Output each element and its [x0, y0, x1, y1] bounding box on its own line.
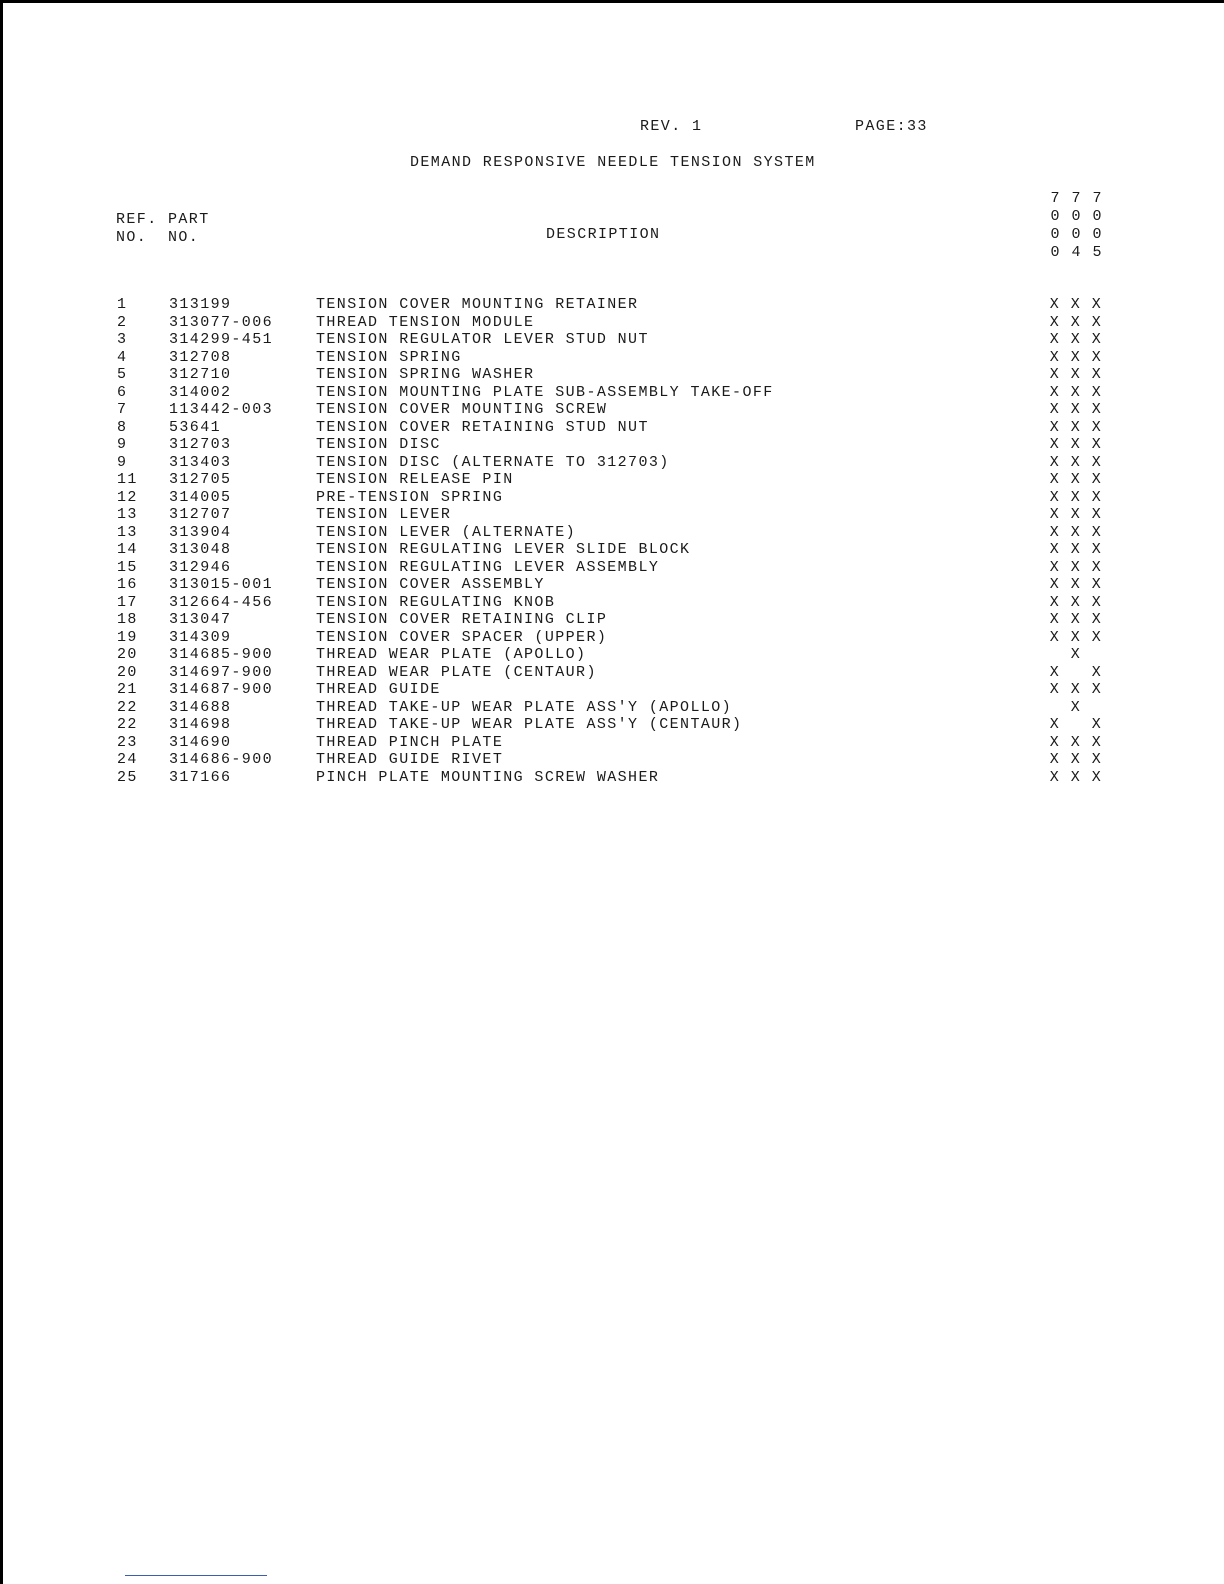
part-row	[0, 646, 1224, 664]
ref-number: 22	[117, 698, 138, 716]
part-number: 313904	[169, 523, 232, 541]
part-number: 314299-451	[169, 331, 274, 348]
part-row	[0, 314, 1224, 332]
part-row	[0, 559, 1224, 577]
model-7005-mark: X	[1091, 418, 1103, 436]
part-description: THREAD PINCH PLATE	[316, 733, 504, 751]
model-digit: 0	[1071, 226, 1081, 243]
part-number: 314690	[169, 733, 232, 751]
model-7004-mark: X	[1070, 751, 1082, 768]
model-7000-mark: X	[1049, 471, 1061, 488]
part-description: TENSION LEVER (ALTERNATE)	[316, 523, 577, 541]
part-number: 313048	[169, 541, 232, 558]
model-7004-mark: X	[1070, 611, 1082, 628]
part-description: TENSION REGULATING KNOB	[316, 593, 556, 611]
model-7005-mark: X	[1091, 331, 1103, 348]
part-number: 314002	[169, 383, 232, 401]
model-7005-mark: X	[1091, 541, 1103, 558]
part-row	[0, 541, 1224, 559]
model-7000-mark: X	[1049, 768, 1061, 786]
part-description: TENSION COVER SPACER (UPPER)	[316, 628, 608, 646]
ref-number: 7	[117, 401, 128, 418]
model-7000-mark: X	[1049, 751, 1061, 768]
model-7005-mark: X	[1091, 611, 1103, 628]
part-row	[0, 594, 1224, 612]
model-column-header	[1090, 190, 1104, 262]
model-7004-mark: X	[1070, 768, 1082, 786]
part-number: 312710	[169, 366, 232, 383]
model-7004-mark: X	[1070, 593, 1082, 611]
ref-number: 12	[117, 488, 138, 506]
part-number: 53641	[169, 418, 222, 436]
model-7004-mark: X	[1070, 348, 1082, 366]
part-row	[0, 699, 1224, 717]
model-7004-mark: X	[1070, 453, 1082, 471]
part-number: 314698	[169, 716, 232, 733]
model-7004-mark: X	[1070, 733, 1082, 751]
model-7000-mark: X	[1049, 383, 1061, 401]
model-7000-mark: X	[1049, 593, 1061, 611]
part-number: 317166	[169, 768, 232, 786]
model-7000-mark: X	[1049, 348, 1061, 366]
part-row	[0, 331, 1224, 349]
ref-number: 5	[117, 366, 128, 383]
part-number: 314697-900	[169, 663, 274, 681]
model-7004-mark: X	[1070, 313, 1082, 331]
part-description: TENSION REGULATOR LEVER STUD NUT	[316, 331, 649, 348]
model-7000-mark: X	[1049, 436, 1061, 453]
part-description: TENSION LEVER	[316, 506, 452, 523]
model-7004-mark: X	[1070, 523, 1082, 541]
part-number: 312946	[169, 558, 232, 576]
model-7005-mark: X	[1091, 663, 1103, 681]
part-row	[0, 384, 1224, 402]
model-column-header	[1048, 190, 1062, 262]
model-7005-mark: X	[1091, 628, 1103, 646]
part-description: TENSION COVER RETAINING CLIP	[316, 611, 608, 628]
model-7004-mark: X	[1070, 628, 1082, 646]
part-description: THREAD TAKE-UP WEAR PLATE ASS'Y (APOLLO)	[316, 698, 733, 716]
part-description: THREAD TENSION MODULE	[316, 313, 535, 331]
model-7000-mark: X	[1049, 541, 1061, 558]
part-description: TENSION REGULATING LEVER SLIDE BLOCK	[316, 541, 691, 558]
model-digit: 7	[1071, 190, 1081, 207]
model-digit: 5	[1092, 244, 1102, 261]
part-number: 313077-006	[169, 313, 274, 331]
part-header-line1: PART	[168, 211, 210, 228]
model-7004-mark: X	[1070, 646, 1082, 663]
ref-number: 11	[117, 471, 138, 488]
ref-number: 6	[117, 383, 128, 401]
ref-number: 9	[117, 453, 128, 471]
parts-list	[0, 296, 1224, 786]
ref-number: 20	[117, 646, 138, 663]
model-7004-mark: X	[1070, 418, 1082, 436]
model-7000-mark: X	[1049, 506, 1061, 523]
document-title: DEMAND RESPONSIVE NEEDLE TENSION SYSTEM	[410, 154, 816, 171]
part-description: TENSION COVER MOUNTING SCREW	[316, 401, 608, 418]
part-description: THREAD GUIDE RIVET	[316, 751, 504, 768]
model-7004-mark: X	[1070, 558, 1082, 576]
model-digit: 0	[1050, 208, 1060, 225]
ref-number: 24	[117, 751, 138, 768]
model-7000-mark: X	[1049, 366, 1061, 383]
ref-number: 3	[117, 331, 128, 348]
model-7000-mark: X	[1049, 681, 1061, 698]
ref-number: 15	[117, 558, 138, 576]
ref-number: 18	[117, 611, 138, 628]
model-digit: 0	[1071, 208, 1081, 225]
part-row	[0, 471, 1224, 489]
model-column-header	[1069, 190, 1083, 262]
model-7005-mark: X	[1091, 716, 1103, 733]
ref-number: 22	[117, 716, 138, 733]
ref-number: 14	[117, 541, 138, 558]
model-7000-mark: X	[1049, 663, 1061, 681]
part-number: 313403	[169, 453, 232, 471]
part-number: 313015-001	[169, 576, 274, 593]
description-header: DESCRIPTION	[546, 226, 661, 243]
model-7000-mark: X	[1049, 418, 1061, 436]
model-7000-mark: X	[1049, 488, 1061, 506]
model-7004-mark: X	[1070, 401, 1082, 418]
part-row	[0, 401, 1224, 419]
ref-number: 8	[117, 418, 128, 436]
ref-number: 4	[117, 348, 128, 366]
part-row	[0, 454, 1224, 472]
model-7004-mark: X	[1070, 576, 1082, 593]
model-7005-mark: X	[1091, 681, 1103, 698]
ref-number: 9	[117, 436, 128, 453]
part-row	[0, 611, 1224, 629]
model-7005-mark: X	[1091, 488, 1103, 506]
part-description: TENSION COVER MOUNTING RETAINER	[316, 296, 639, 313]
part-number: 312708	[169, 348, 232, 366]
model-digit: 0	[1092, 226, 1102, 243]
part-description: TENSION SPRING	[316, 348, 462, 366]
model-7005-mark: X	[1091, 453, 1103, 471]
page-left-border	[0, 0, 3, 1584]
part-row	[0, 296, 1224, 314]
part-row	[0, 524, 1224, 542]
part-description: TENSION COVER RETAINING STUD NUT	[316, 418, 649, 436]
model-digit: 0	[1050, 226, 1060, 243]
model-7000-mark: X	[1049, 576, 1061, 593]
model-7004-mark: X	[1070, 471, 1082, 488]
ref-number: 13	[117, 506, 138, 523]
model-7005-mark: X	[1091, 576, 1103, 593]
part-header-line2: NO.	[168, 229, 200, 246]
ref-header-line1: REF.	[116, 211, 158, 228]
model-7000-mark: X	[1049, 331, 1061, 348]
ref-number: 20	[117, 663, 138, 681]
part-description: TENSION DISC	[316, 436, 441, 453]
model-7005-mark: X	[1091, 471, 1103, 488]
model-7005-mark: X	[1091, 751, 1103, 768]
part-number: 314687-900	[169, 681, 274, 698]
part-row	[0, 576, 1224, 594]
revision-label: REV. 1	[640, 118, 703, 135]
model-7005-mark: X	[1091, 366, 1103, 383]
part-row	[0, 681, 1224, 699]
model-7004-mark: X	[1070, 366, 1082, 383]
model-7004-mark: X	[1070, 383, 1082, 401]
model-7005-mark: X	[1091, 506, 1103, 523]
part-row	[0, 751, 1224, 769]
ref-number: 21	[117, 681, 138, 698]
model-7004-mark: X	[1070, 488, 1082, 506]
model-7000-mark: X	[1049, 558, 1061, 576]
part-row	[0, 349, 1224, 367]
part-description: THREAD GUIDE	[316, 681, 441, 698]
ref-header-line2: NO.	[116, 229, 148, 246]
part-row	[0, 769, 1224, 787]
model-7000-mark: X	[1049, 523, 1061, 541]
part-number: 312703	[169, 436, 232, 453]
model-digit: 7	[1050, 190, 1060, 207]
ref-number: 2	[117, 313, 128, 331]
model-digit: 0	[1050, 244, 1060, 261]
model-7005-mark: X	[1091, 733, 1103, 751]
model-7005-mark: X	[1091, 523, 1103, 541]
part-number: 314688	[169, 698, 232, 716]
model-7004-mark: X	[1070, 541, 1082, 558]
part-description: TENSION COVER ASSEMBLY	[316, 576, 545, 593]
part-description: PINCH PLATE MOUNTING SCREW WASHER	[316, 768, 660, 786]
part-row	[0, 716, 1224, 734]
model-7005-mark: X	[1091, 436, 1103, 453]
model-7004-mark: X	[1070, 698, 1082, 716]
part-description: TENSION REGULATING LEVER ASSEMBLY	[316, 558, 660, 576]
ref-number: 23	[117, 733, 138, 751]
model-7000-mark: X	[1049, 401, 1061, 418]
part-number: 314309	[169, 628, 232, 646]
part-row	[0, 419, 1224, 437]
part-row	[0, 366, 1224, 384]
page-number: PAGE:33	[855, 118, 928, 135]
model-7004-mark: X	[1070, 506, 1082, 523]
model-7000-mark: X	[1049, 716, 1061, 733]
part-description: THREAD TAKE-UP WEAR PLATE ASS'Y (CENTAUR)	[316, 716, 743, 733]
part-number: 314005	[169, 488, 232, 506]
page-top-border	[0, 0, 1224, 3]
model-7000-mark: X	[1049, 628, 1061, 646]
ref-number: 13	[117, 523, 138, 541]
model-7000-mark: X	[1049, 733, 1061, 751]
footer-rule	[125, 1575, 267, 1576]
model-7005-mark: X	[1091, 558, 1103, 576]
part-number: 313199	[169, 296, 232, 313]
part-row	[0, 436, 1224, 454]
model-7000-mark: X	[1049, 313, 1061, 331]
part-row	[0, 506, 1224, 524]
part-number: 313047	[169, 611, 232, 628]
part-number: 312707	[169, 506, 232, 523]
model-7004-mark: X	[1070, 331, 1082, 348]
model-7005-mark: X	[1091, 348, 1103, 366]
model-7005-mark: X	[1091, 768, 1103, 786]
model-7000-mark: X	[1049, 453, 1061, 471]
part-number: 312664-456	[169, 593, 274, 611]
model-7005-mark: X	[1091, 401, 1103, 418]
part-description: THREAD WEAR PLATE (CENTAUR)	[316, 663, 597, 681]
ref-number: 25	[117, 768, 138, 786]
part-number: 314685-900	[169, 646, 274, 663]
part-description: TENSION SPRING WASHER	[316, 366, 535, 383]
part-row	[0, 489, 1224, 507]
model-digit: 7	[1092, 190, 1102, 207]
ref-number: 16	[117, 576, 138, 593]
part-description: PRE-TENSION SPRING	[316, 488, 504, 506]
model-7005-mark: X	[1091, 296, 1103, 313]
part-number: 113442-003	[169, 401, 274, 418]
part-row	[0, 734, 1224, 752]
model-7005-mark: X	[1091, 593, 1103, 611]
model-7005-mark: X	[1091, 313, 1103, 331]
model-7000-mark: X	[1049, 611, 1061, 628]
ref-number: 1	[117, 296, 128, 313]
ref-number: 17	[117, 593, 138, 611]
model-digit: 4	[1071, 244, 1081, 261]
part-description: TENSION DISC (ALTERNATE TO 312703)	[316, 453, 670, 471]
part-number: 314686-900	[169, 751, 274, 768]
part-row	[0, 664, 1224, 682]
model-7004-mark: X	[1070, 296, 1082, 313]
part-row	[0, 629, 1224, 647]
part-number: 312705	[169, 471, 232, 488]
model-7004-mark: X	[1070, 681, 1082, 698]
model-7004-mark: X	[1070, 436, 1082, 453]
part-description: TENSION RELEASE PIN	[316, 471, 514, 488]
model-digit: 0	[1092, 208, 1102, 225]
part-description: TENSION MOUNTING PLATE SUB-ASSEMBLY TAKE-OFF	[316, 383, 774, 401]
ref-number: 19	[117, 628, 138, 646]
part-description: THREAD WEAR PLATE (APOLLO)	[316, 646, 587, 663]
model-7000-mark: X	[1049, 296, 1061, 313]
model-7005-mark: X	[1091, 383, 1103, 401]
